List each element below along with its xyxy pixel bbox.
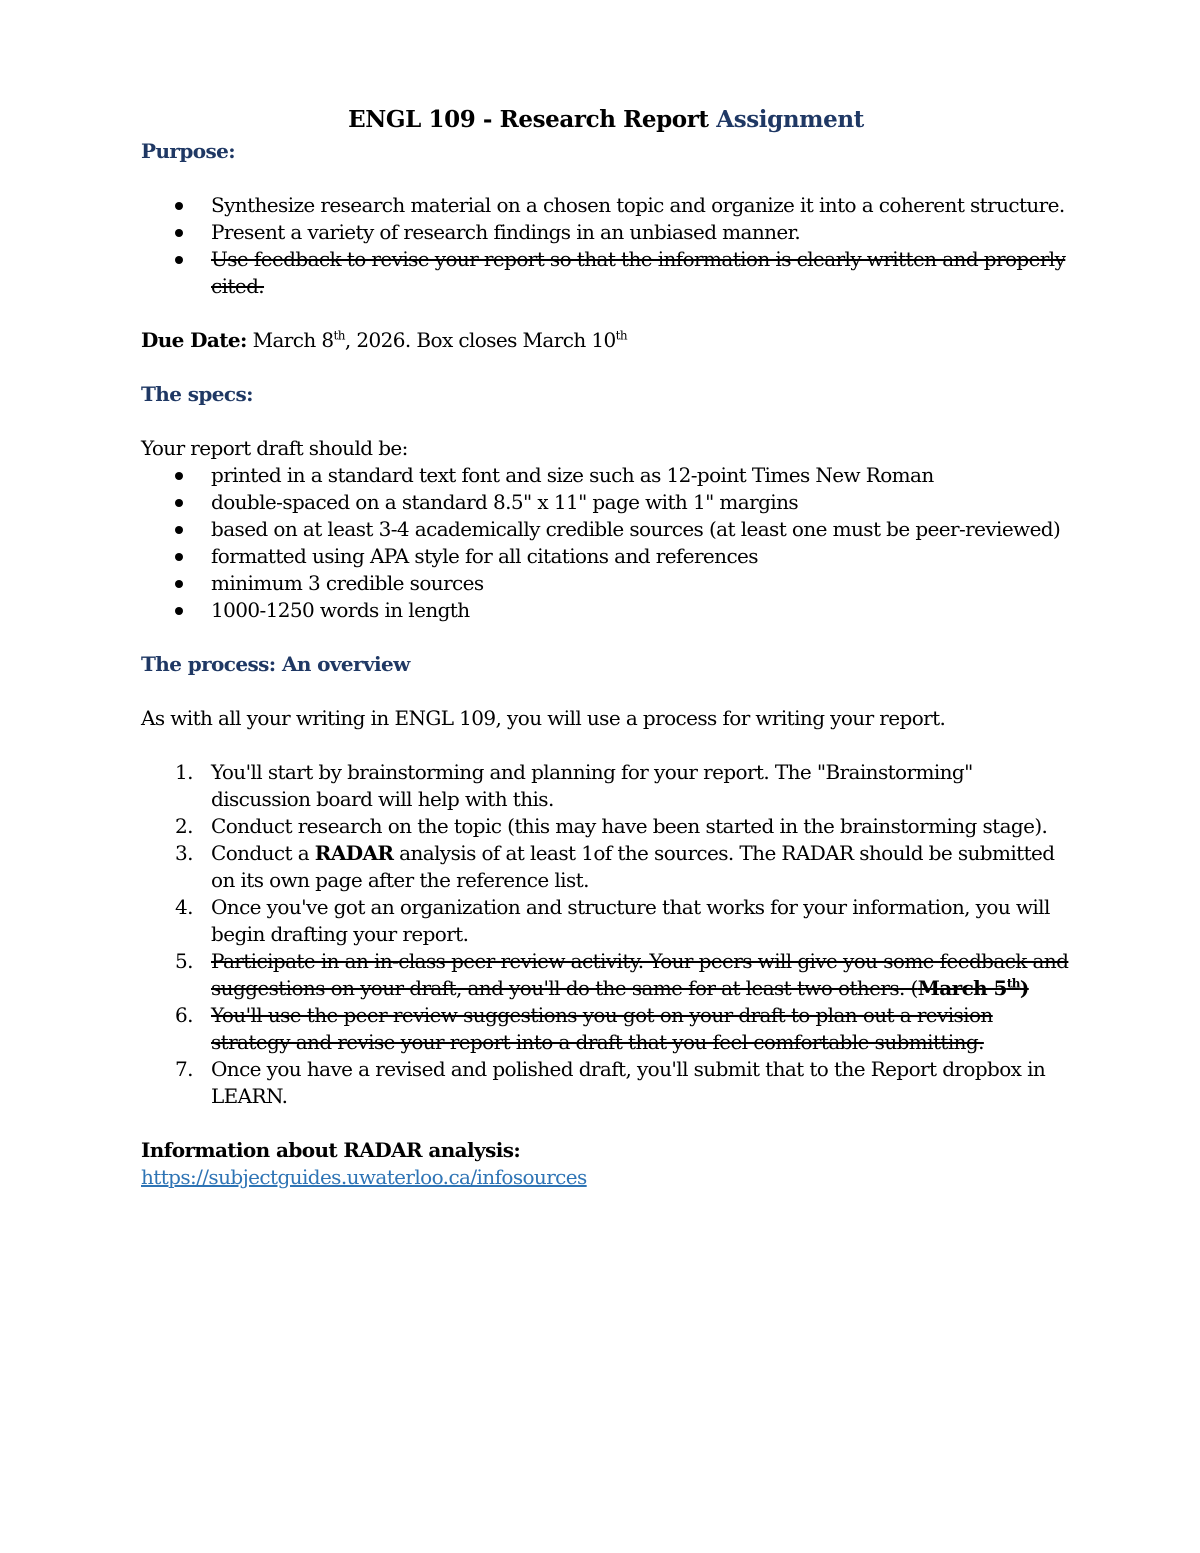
process-heading: The process: An overview bbox=[141, 652, 410, 676]
bullet-icon bbox=[175, 607, 183, 615]
document-page bbox=[141, 102, 1071, 1191]
process-intro: As with all your writing in ENGL 109, you will use a process for writing your report. bbox=[141, 706, 946, 730]
page-title bbox=[141, 102, 1071, 138]
purpose-heading: Purpose: bbox=[141, 139, 236, 163]
purpose-list bbox=[141, 192, 1071, 300]
bullet-icon bbox=[175, 553, 183, 561]
specs-intro: Your report draft should be: bbox=[141, 436, 408, 460]
bullet-icon bbox=[175, 580, 183, 588]
list-item: double-spaced on a standard 8.5" x 11" page with 1" margins bbox=[141, 489, 1071, 516]
list-item: printed in a standard text font and size such as 12-point Times New Roman bbox=[141, 462, 1071, 489]
bullet-icon bbox=[175, 256, 183, 264]
list-item: 4. Once you've got an organization and structure that works for your information, you will begin drafting your report. bbox=[175, 895, 1050, 946]
specs-heading: The specs: bbox=[141, 382, 253, 406]
list-item: formatted using APA style for all citations and references bbox=[141, 543, 1071, 570]
list-item: 6. You'll use the peer review suggestions you got on your draft to plan out a revision strategy and revise your report into a draft that you feel comfortable submitting. bbox=[175, 1003, 993, 1054]
list-item: 2. Conduct research on the topic (this may have been started in the brainstorming stage). bbox=[175, 814, 1048, 838]
list-item: based on at least 3-4 academically credible sources (at least one must be peer-reviewed) bbox=[141, 516, 1071, 543]
list-item: 3. Conduct a RADAR analysis of at least 1of the sources. The RADAR should be submitted on its own page after the reference list. bbox=[175, 841, 1055, 892]
bullet-icon bbox=[175, 472, 183, 480]
bullet-icon bbox=[175, 229, 183, 237]
bullet-icon bbox=[175, 202, 183, 210]
title-main: ENGL 109 - Research Report bbox=[348, 106, 709, 133]
bullet-icon bbox=[175, 526, 183, 534]
due-date-line: Due Date: March 8th, 2026. Box closes March 10th bbox=[141, 328, 627, 352]
radar-link[interactable]: https://subjectguides.uwaterloo.ca/infosources bbox=[141, 1165, 587, 1189]
list-item: 5. Participate in an in-class peer review activity. Your peers will give you some feedback and suggestions on your draft, and you'll do the same for at least two others. (March 5th) bbox=[175, 949, 1069, 1000]
list-item: 1000-1250 words in length bbox=[141, 597, 1071, 624]
specs-list bbox=[141, 462, 1071, 624]
list-item: Synthesize research material on a chosen topic and organize it into a coherent structure. bbox=[141, 192, 1071, 219]
list-item: 7. Once you have a revised and polished draft, you'll submit that to the Report dropbox in LEARN. bbox=[175, 1057, 1046, 1108]
list-item: minimum 3 credible sources bbox=[141, 570, 1071, 597]
radar-heading: Information about RADAR analysis: bbox=[141, 1138, 521, 1162]
list-item: Present a variety of research findings in an unbiased manner. bbox=[141, 219, 1071, 246]
list-item: 1. You'll start by brainstorming and planning for your report. The "Brainstorming" discussion board will help with this. bbox=[175, 760, 973, 811]
bullet-icon bbox=[175, 499, 183, 507]
title-accent: Assignment bbox=[716, 106, 864, 133]
due-date-label: Due Date: bbox=[141, 328, 247, 352]
list-item: Use feedback to revise your report so that the information is clearly written and properly cited. bbox=[141, 246, 1071, 300]
process-steps bbox=[141, 759, 1071, 1110]
